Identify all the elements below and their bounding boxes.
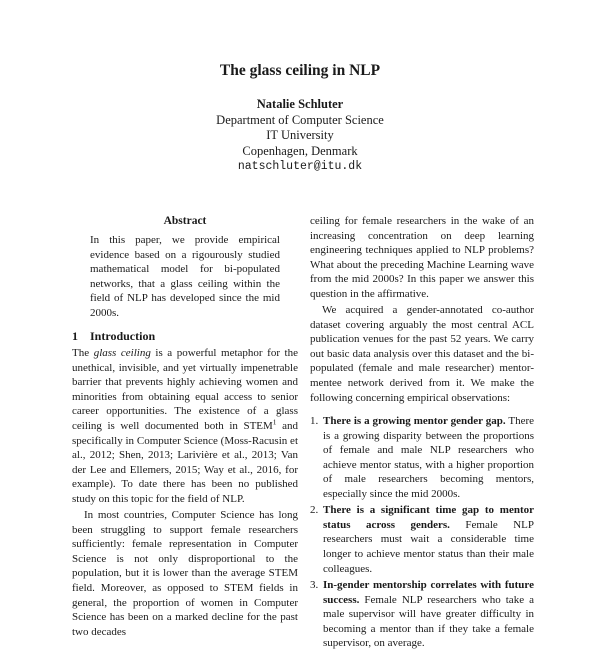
list-item-number: 1. [310,415,319,428]
intro-paragraph-3: ceiling for female researchers in the wake of an increasing concentration on deep learning engineering techniques applied to NLP problems? What about the preceding Machine Learning wave from the mid 2000s? In this paper we answer this question in the affirmative. [310,215,534,300]
list-item-text: Female NLP researchers must wait a considerable time longer to achieve mentor status than their male colleagues. [323,518,534,575]
left-column [72,214,298,639]
intro-paragraph-1 [72,346,298,506]
abstract-text: In this paper, we provide empirical evidence based on a rigourously studied mathematical model for bi-populated networks, that a glass ceiling within the field of NLP has developed since the mid 2000s. [90,234,280,319]
list-item-heading: There is a growing mentor gender gap. [323,415,506,428]
list-item-number: 3. [310,579,319,592]
author-email[interactable]: natschluter@itu.dk [237,160,363,173]
intro-p1-body-a: is a powerful metaphor for the unethical, invisible, and yet virtually impenetrable barrier that prevents highly achieving women and minorities from obtaining equal access to senior career opportunities. The existence of a glass ceiling is well documented both in STEM [72,347,298,433]
intro-paragraph-2: In most countries, Computer Science has long been struggling to support female researchers sufficiently: female representation in Computer Science is not only disproportional to the population, but it is lower than the average STEM field. Moreover, as opposed to STEM fields in general, the proportion of women in Computer Science has been on a marked decline for the past two decades [72,509,298,638]
list-item-text: There is a growing disparity between the proportions of female and male NLP researchers who achieve mentor status, with a higher proportion of male researchers becoming mentors, especially since the mid 2000s. [323,415,534,500]
footnote-marker[interactable]: 1 [272,417,277,427]
section-title-text: Introduction [90,329,156,344]
list-item [310,503,534,576]
abstract-heading: Abstract [163,215,207,227]
list-item-heading: There is a significant time gap to mentor status across genders. [323,504,534,531]
paper-title: The glass ceiling in NLP [219,62,381,79]
list-item-number: 2. [310,504,319,517]
list-item [310,578,534,651]
section-heading-introduction [72,329,298,344]
glass-ceiling-term: glass ceiling [93,347,151,360]
author-university: IT University [266,128,334,142]
author-location: Copenhagen, Denmark [242,143,358,158]
right-column [310,214,534,653]
list-item-text: Female NLP researchers who take a male supervisor will have greater difficulty in becoming a mentor than if they take a female supervisor, on average. [323,593,534,650]
findings-list [310,414,534,651]
author-block [0,97,600,175]
author-name: Natalie Schluter [256,97,344,111]
list-item [310,414,534,501]
intro-p1-lead: The [72,347,94,360]
author-department: Department of Computer Science [216,112,384,127]
intro-p1-body-b: and specifically in Computer Science (Moss-Racusin et al., 2012; Shen, 2013; Larivière et al., 2013; Van der Lee and Ellemers, 2015; Way et al., 2016, for example). To date there has been no published study on this topic for the field of NLP. [72,420,298,505]
section-number: 1 [72,329,78,344]
intro-paragraph-4: We acquired a gender-annotated co-author dataset covering arguably the most central ACL publication venues for the past 52 years. We carry out basic data analysis over this dataset and the bi-populated (female and male researcher) mentor-mentee network derived from it. We make the following concerning empirical observations: [310,304,534,404]
list-item-heading: In-gender mentorship correlates with future success. [323,579,534,606]
